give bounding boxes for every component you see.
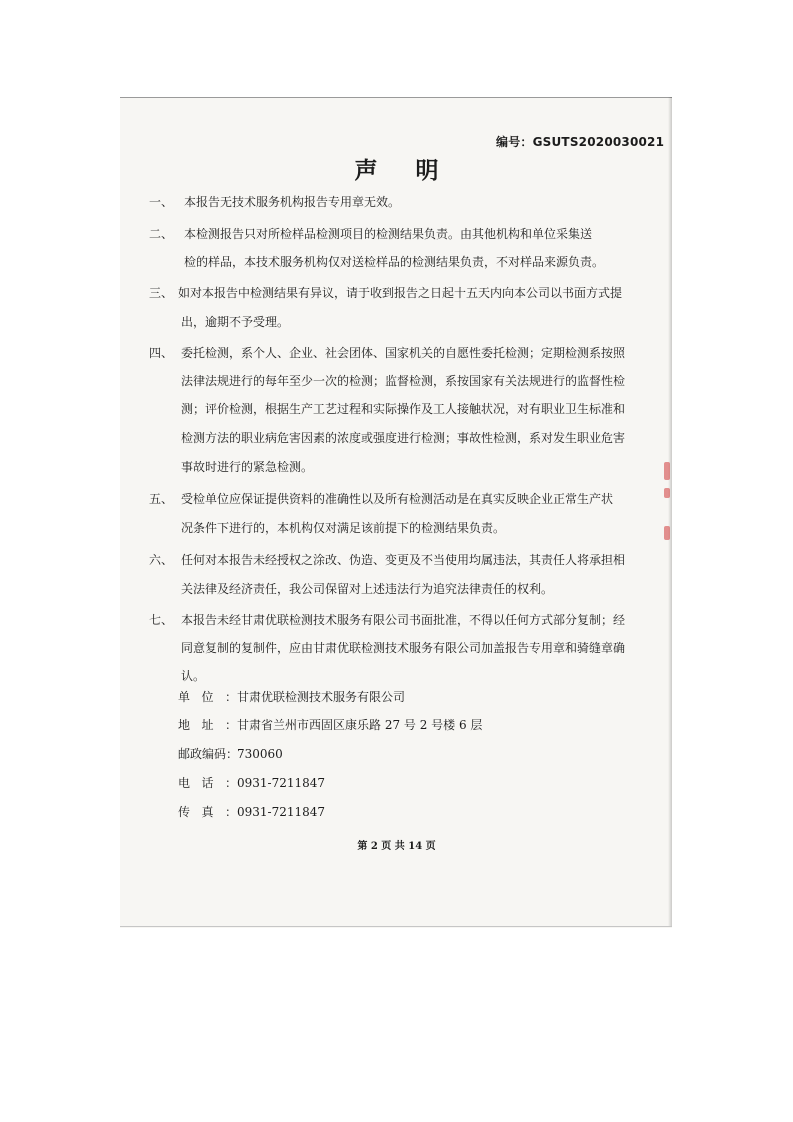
clause-line: 检的样品，本技术服务机构仅对送检样品的检测结果负责，不对样品来源负责。 bbox=[184, 255, 605, 269]
seal-fragment bbox=[664, 488, 670, 498]
clause-number: 七、 bbox=[149, 613, 174, 627]
clause-line: 任何对本报告未经授权之涂改、伪造、变更及不当使用均属违法，其责任人将承担相 bbox=[181, 553, 626, 567]
postcode-value: 730060 bbox=[237, 747, 283, 761]
clause-line: 事故时进行的紧急检测。 bbox=[181, 460, 314, 474]
clause-number: 五、 bbox=[149, 492, 174, 506]
clause-line: 法律法规进行的每年至少一次的检测；监督检测，系按国家有关法规进行的监督性检 bbox=[181, 374, 626, 388]
page-number-footer: 第 2 页 共 14 页 bbox=[357, 841, 436, 852]
clause-number: 六、 bbox=[149, 553, 174, 567]
clause-line: 关法律及经济责任，我公司保留对上述违法行为追究法律责任的权利。 bbox=[181, 582, 554, 596]
fax-value: 0931-7211847 bbox=[237, 805, 326, 819]
postcode-label: 邮政编码： bbox=[178, 747, 239, 761]
page-bottom-edge bbox=[120, 926, 672, 927]
company-name: 甘肃优联检测技术服务有限公司 bbox=[237, 690, 406, 704]
clause-line: 出，逾期不予受理。 bbox=[181, 315, 290, 329]
company-info bbox=[178, 688, 405, 705]
clause-line: 委托检测，系个人、企业、社会团体、国家机关的自愿性委托检测；定期检测系按照 bbox=[181, 346, 626, 360]
phone-info bbox=[178, 774, 325, 791]
report-number: 编号：GSUTS2020030021 bbox=[496, 135, 665, 149]
page-edge-shadow bbox=[668, 97, 672, 927]
address-value: 甘肃省兰州市西固区康乐路 27 号 2 号楼 6 层 bbox=[237, 718, 483, 732]
fax-label: 传真： bbox=[178, 805, 237, 819]
clause-line: 受检单位应保证提供资料的准确性以及所有检测活动是在真实反映企业正常生产状 bbox=[181, 492, 614, 506]
clause-number: 二、 bbox=[149, 227, 174, 241]
page-title: 声明 bbox=[354, 157, 477, 184]
clause-line: 检测方法的职业病危害因素的浓度或强度进行检测；事故性检测，系对发生职业危害 bbox=[181, 431, 626, 445]
seal-fragment bbox=[664, 526, 670, 540]
clause-line: 本检测报告只对所检样品检测项目的检测结果负责。由其他机构和单位采集送 bbox=[184, 227, 593, 241]
clause-number: 三、 bbox=[149, 286, 174, 300]
clause-number: 一、 bbox=[149, 195, 174, 209]
clause-line: 本报告无技术服务机构报告专用章无效。 bbox=[184, 195, 401, 209]
clause-line: 认。 bbox=[181, 669, 206, 683]
fax-info bbox=[178, 803, 325, 820]
clause-number: 四、 bbox=[149, 346, 174, 360]
clause-line: 测；评价检测，根据生产工艺过程和实际操作及工人接触状况，对有职业卫生标准和 bbox=[181, 402, 626, 416]
clause-line: 如对本报告中检测结果有异议，请于收到报告之日起十五天内向本公司以书面方式提 bbox=[178, 286, 623, 300]
address-info bbox=[178, 716, 482, 733]
phone-label: 电话： bbox=[178, 776, 237, 790]
clause-line: 同意复制的复制件，应由甘肃优联检测技术服务有限公司加盖报告专用章和骑缝章确 bbox=[181, 641, 626, 655]
phone-value: 0931-7211847 bbox=[237, 776, 326, 790]
clause-line: 本报告未经甘肃优联检测技术服务有限公司书面批准，不得以任何方式部分复制；经 bbox=[181, 613, 626, 627]
postcode-info bbox=[178, 745, 283, 762]
seal-fragment bbox=[664, 462, 670, 480]
address-label: 地址： bbox=[178, 718, 237, 732]
company-label: 单位： bbox=[178, 690, 237, 704]
clause-line: 况条件下进行的，本机构仅对满足该前提下的检测结果负责。 bbox=[181, 521, 506, 535]
